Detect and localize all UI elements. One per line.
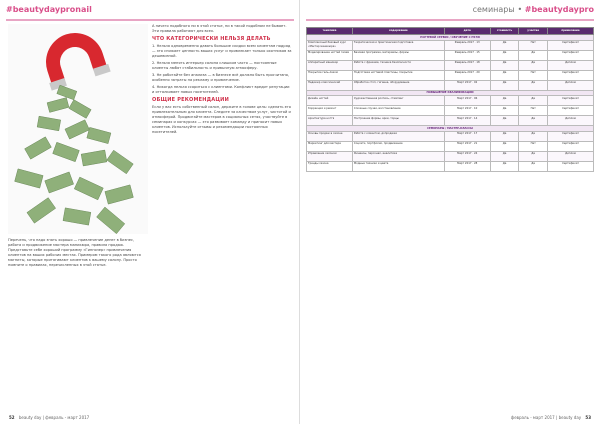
table-cell: Сертификат bbox=[548, 141, 594, 151]
table-cell: Архитектура ногтя bbox=[307, 116, 353, 126]
table-cell: Обработка стоп, гигиена, оборудование bbox=[352, 80, 444, 90]
table-cell: Сертификат bbox=[548, 131, 594, 141]
table-cell: Педикюр классический bbox=[307, 80, 353, 90]
table-cell: Базовая программа, материалы, формы bbox=[352, 50, 444, 60]
table-cell: Да bbox=[519, 116, 548, 126]
table-cell: Февраль 2017 · 18 bbox=[444, 60, 490, 70]
forbidden-item-4: 4. Никогда нельзя ссориться с клиентами. Конфликт вредит репутации и отталкивает новых посетителей. bbox=[152, 85, 290, 94]
table-cell: Сертификат bbox=[548, 96, 594, 106]
magnet-icon bbox=[38, 32, 112, 92]
table-cell: Моделирование ногтей гелем bbox=[307, 50, 353, 60]
seminar-table bbox=[306, 27, 594, 172]
table-cell: Да bbox=[490, 151, 519, 161]
table-cell: Покрытие гель-лаком bbox=[307, 70, 353, 80]
table-row bbox=[307, 161, 594, 171]
heading-forbidden: ЧТО КАТЕГОРИЧЕСКИ НЕЛЬЗЯ ДЕЛАТЬ bbox=[152, 36, 271, 42]
table-cell: Комплексный базовый курс «Мастер маникюра» bbox=[307, 40, 353, 50]
table-cell: Февраль 2017 · 15 bbox=[444, 50, 490, 60]
table-cell: Да bbox=[490, 70, 519, 80]
table-cell: Теоретическая и практическая подготовка bbox=[352, 40, 444, 50]
table-cell: Работа с фрезами, техника безопасности bbox=[352, 60, 444, 70]
section-title: СЕМИНАРЫ / МАСТЕР-КЛАССЫ bbox=[307, 126, 594, 132]
table-cell: Нет bbox=[519, 40, 548, 50]
header-price: стоимость bbox=[490, 28, 519, 35]
table-cell: Диплом bbox=[548, 116, 594, 126]
right-footer-text: февраль - март 2017 | beauty day bbox=[510, 415, 582, 420]
forbidden-item-2: 2. Нельзя менять интерьер салона слишком часто — постоянные клиенты любят стабильность и привычную атмосферу. bbox=[152, 61, 277, 70]
table-cell: Финансы, персонал, аналитика bbox=[352, 151, 444, 161]
forbidden-item-3: 3. Не работайте без анализа — в бизнесе всё должно быть просчитано, особенно затраты на рекламу и привлечение. bbox=[152, 73, 290, 82]
table-cell: Да bbox=[519, 161, 548, 171]
heading-recommendations: ОБЩИЕ РЕКОМЕНДАЦИИ bbox=[152, 97, 229, 103]
table-cell: Март 2017 · 10 bbox=[444, 106, 490, 116]
table-cell: Дизайн ногтей bbox=[307, 96, 353, 106]
table-cell: Диплом bbox=[548, 151, 594, 161]
table-row bbox=[307, 70, 594, 80]
right-page-number: 53 bbox=[585, 415, 591, 420]
left-article-column bbox=[152, 24, 292, 137]
table-cell: Февраль 2017 · 13 bbox=[444, 40, 490, 50]
table-cell: Управление салоном bbox=[307, 151, 353, 161]
table-row bbox=[307, 116, 594, 126]
table-row bbox=[307, 80, 594, 90]
table-cell: Да bbox=[490, 131, 519, 141]
table-cell: Да bbox=[490, 40, 519, 50]
table-cell: Да bbox=[519, 151, 548, 161]
table-cell: Модные техники и цвета bbox=[352, 161, 444, 171]
section-label: семинары bbox=[472, 5, 515, 14]
table-cell: Диплом bbox=[548, 60, 594, 70]
right-hashtag: #beautydaypro bbox=[524, 5, 594, 14]
magnet-illustration bbox=[8, 24, 148, 234]
table-cell: Основы продаж в салоне bbox=[307, 131, 353, 141]
table-cell: Художественная роспись, стемпинг bbox=[352, 96, 444, 106]
left-tag bbox=[6, 5, 92, 19]
header-date: дата bbox=[444, 28, 490, 35]
header-note: примечание bbox=[548, 28, 594, 35]
intro-paragraph: А ничего подобного ни в этой статье, ни в такой подобном не бывает. Эти правила работают для всех. bbox=[152, 24, 287, 33]
table-cell: Сертификат bbox=[548, 40, 594, 50]
table-cell: Соцсети, портфолио, продвижение bbox=[352, 141, 444, 151]
table-cell: Диплом bbox=[548, 80, 594, 90]
table-cell: Работа с клиентом, допродажи bbox=[352, 131, 444, 141]
table-cell: Да bbox=[490, 50, 519, 60]
recommendations-paragraph: Если у вас есть собственный салон, держите в голове цель: сделать его привлекательным для клиента. Следите за качеством услуг, чистотой и атмосферой. Продвигайте мастеров в социальных сетях, участвуйте в семинарах и конкурсах — это развивает команду и приносит новых клиентов. Используйте отзывы и рекомендации постоянных посетителей. bbox=[152, 105, 291, 134]
table-row bbox=[307, 40, 594, 50]
table-cell: Да bbox=[490, 141, 519, 151]
table-row bbox=[307, 50, 594, 60]
table-row bbox=[307, 96, 594, 106]
left-divider bbox=[6, 19, 294, 21]
table-cell: Да bbox=[490, 106, 519, 116]
table-cell: Сертификат bbox=[548, 106, 594, 116]
left-caption: Перечень, что надо знать хорошо — привлечение денег в бизнес, работа и продвижение мастера маникюра, правила продаж. Представьте себе хороший программу «Гипнозер» привлечения клиентов на ваших рабочих местах. Примером такого рода являются магниты, которые притягивают клиентов к вашему салону. Просто помните о правилах, перечисленных в этой статье. bbox=[8, 238, 141, 267]
table-cell: Нет bbox=[519, 70, 548, 80]
table-cell: Да bbox=[519, 50, 548, 60]
section-title: НОГТЕВОЙ СЕРВИС / ОБУЧЕНИЕ С НУЛЯ bbox=[307, 35, 594, 41]
table-cell: Март 2017 · 17 bbox=[444, 131, 490, 141]
table-row bbox=[307, 141, 594, 151]
table-cell: Март 2017 · 02 bbox=[444, 80, 490, 90]
table-cell: Февраль 2017 · 20 bbox=[444, 70, 490, 80]
table-cell: Аппаратный маникюр bbox=[307, 60, 353, 70]
table-cell: Да bbox=[519, 60, 548, 70]
table-header-row bbox=[307, 28, 594, 35]
table-cell: Сертификат bbox=[548, 161, 594, 171]
table-cell: Да bbox=[490, 80, 519, 90]
table-row bbox=[307, 131, 594, 141]
table-cell: Март 2017 · 24 bbox=[444, 151, 490, 161]
table-cell: Март 2017 · 21 bbox=[444, 141, 490, 151]
table-cell: Да bbox=[490, 96, 519, 106]
table-cell: Маркетинг для мастера bbox=[307, 141, 353, 151]
table-cell: Построение формы, арки, торцы bbox=[352, 116, 444, 126]
table-row bbox=[307, 106, 594, 116]
table-cell: Да bbox=[490, 161, 519, 171]
right-footer bbox=[511, 415, 594, 420]
left-footer-text: beauty day | февраль - март 2017 bbox=[18, 415, 90, 420]
table-cell: Да bbox=[519, 96, 548, 106]
table-cell: Нет bbox=[519, 141, 548, 151]
header-content: содержание bbox=[352, 28, 444, 35]
forbidden-item-1: 1. Нельзя одновременно давать большие скидки всем клиентам подряд — это снижает ценность ваших услуг и привлекает только охотников за дешевизной. bbox=[152, 44, 292, 58]
section-title: ПОВЫШЕНИЕ КВАЛИФИКАЦИИ bbox=[307, 90, 594, 96]
table-cell: Да bbox=[519, 131, 548, 141]
right-tag: семинары • #beautydaypro bbox=[472, 5, 594, 14]
money-bills-icon bbox=[8, 84, 148, 234]
table-cell: Да bbox=[490, 60, 519, 70]
table-cell: Сертификат bbox=[548, 50, 594, 60]
table-cell: Март 2017 · 28 bbox=[444, 161, 490, 171]
left-hashtag: #beautydaypronail bbox=[6, 5, 92, 14]
table-cell: Тренды сезона bbox=[307, 161, 353, 171]
table-cell: Да bbox=[519, 80, 548, 90]
table-cell: Март 2017 · 14 bbox=[444, 116, 490, 126]
right-divider bbox=[306, 19, 594, 21]
table-cell: Сложные случаи, восстановление bbox=[352, 106, 444, 116]
table-cell: Коррекция и ремонт bbox=[307, 106, 353, 116]
table-cell: Да bbox=[490, 116, 519, 126]
right-page bbox=[300, 0, 600, 424]
header-participation: участие bbox=[519, 28, 548, 35]
table-row bbox=[307, 60, 594, 70]
left-footer bbox=[6, 415, 89, 420]
table-cell: Подготовка ногтевой пластины, покрытие bbox=[352, 70, 444, 80]
table-cell: Сертификат bbox=[548, 70, 594, 80]
left-page-number: 52 bbox=[9, 415, 15, 420]
header-topic: тематика bbox=[307, 28, 353, 35]
table-cell: Нет bbox=[519, 106, 548, 116]
table-cell: Март 2017 · 06 bbox=[444, 96, 490, 106]
table-row bbox=[307, 151, 594, 161]
